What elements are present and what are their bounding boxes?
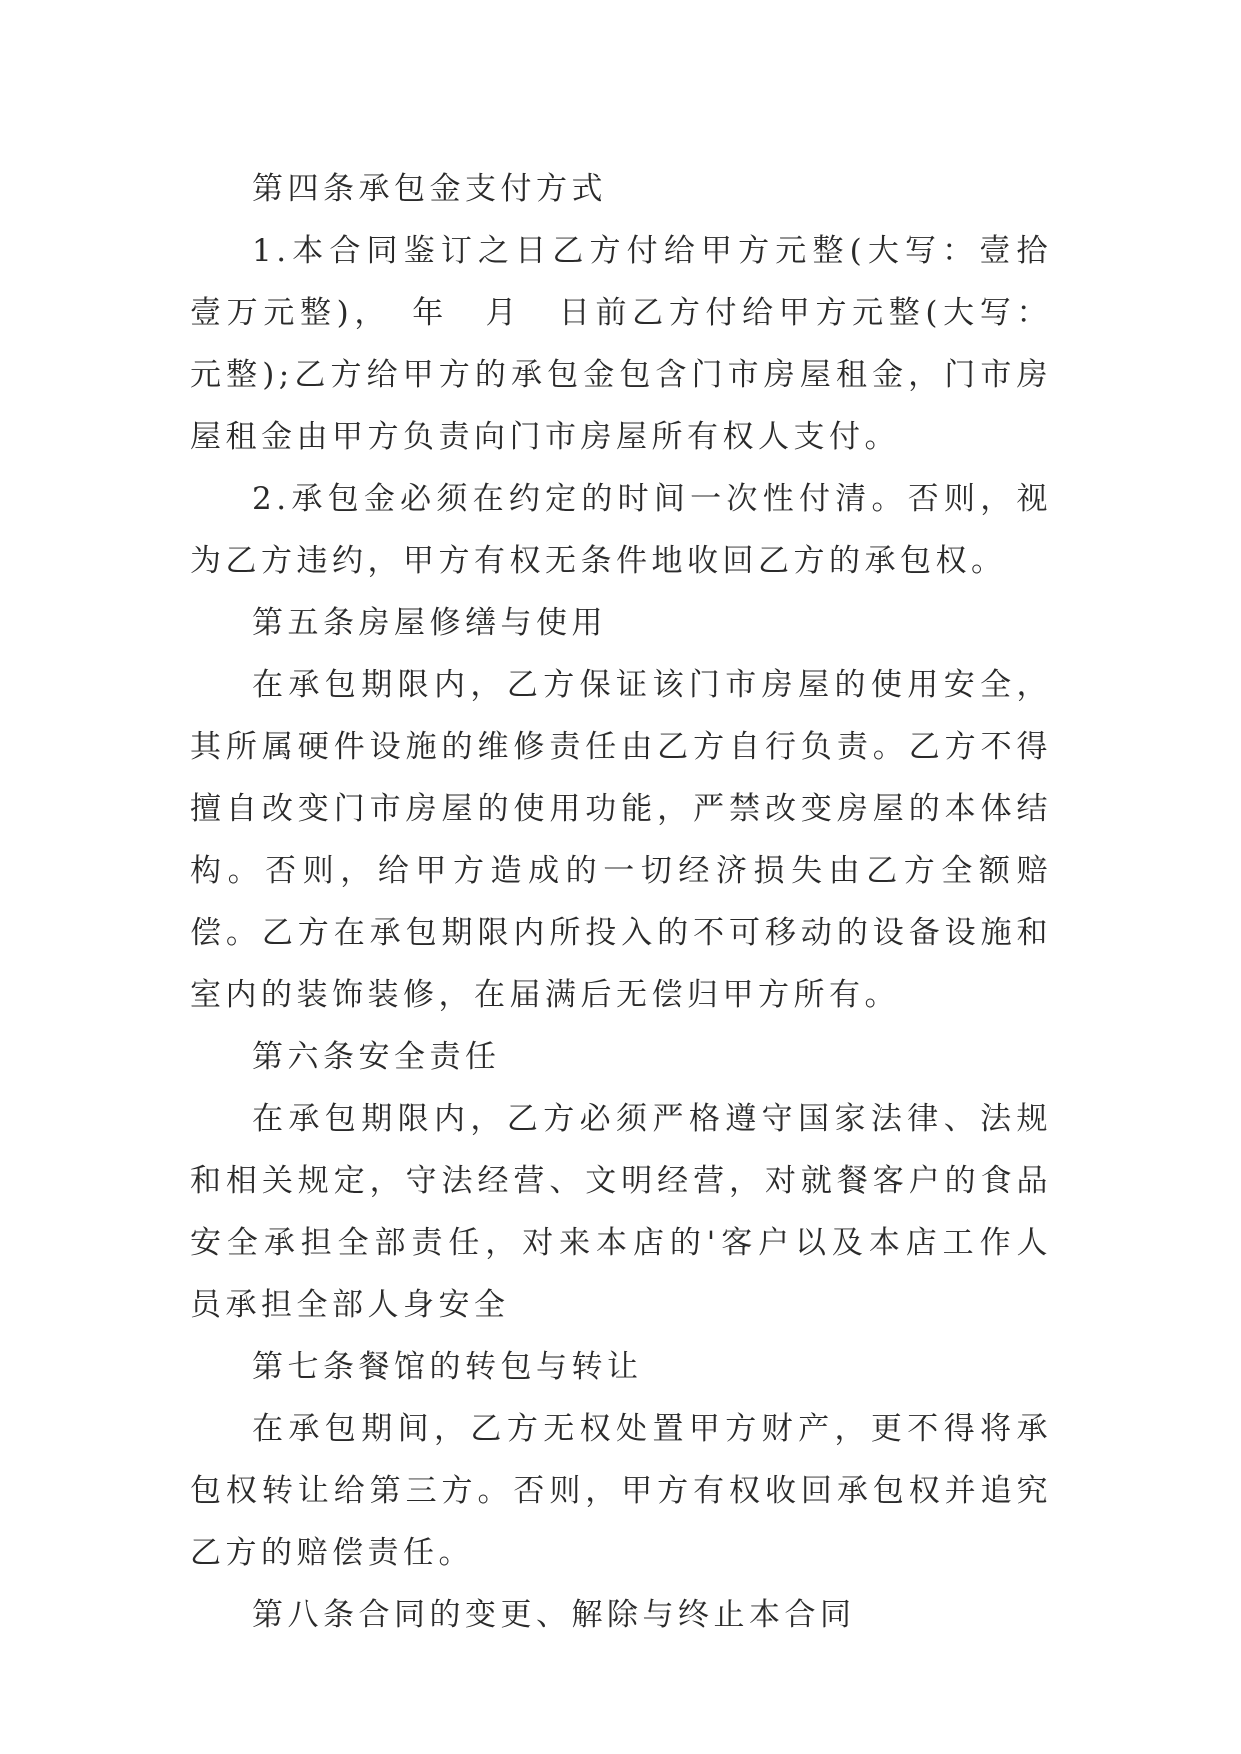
section-heading-article-8: 第八条合同的变更、解除与终止本合同 (252, 1597, 856, 1633)
paragraph-payment-clause-1: 1.本合同鉴订之日乙方付给甲方元整(大写：壹拾壹万元整)， 年 月 日前乙方付给甲方元整(大写：元整);乙方给甲方的承包金包含门市房屋租金，门市房屋租金由甲方负责向门市房屋所有权人支付。 (190, 233, 1052, 455)
section-heading-article-5: 第五条房屋修缮与使用 (252, 605, 607, 641)
paragraph-safety-responsibility: 在承包期限内，乙方必须严格遵守国家法律、法规和相关规定，守法经营、文明经营，对就餐客户的食品安全承担全部责任，对来本店的'客户以及本店工作人员承担全部人身安全 (190, 1101, 1052, 1323)
section-heading-article-6: 第六条安全责任 (252, 1039, 501, 1075)
document-body (190, 158, 1052, 1646)
paragraph-payment-clause-2: 2.承包金必须在约定的时间一次性付清。否则，视为乙方违约，甲方有权无条件地收回乙方的承包权。 (190, 481, 1052, 579)
section-heading-article-4: 第四条承包金支付方式 (252, 171, 607, 207)
paragraph-repair-and-use: 在承包期限内，乙方保证该门市房屋的使用安全，其所属硬件设施的维修责任由乙方自行负责。乙方不得擅自改变门市房屋的使用功能，严禁改变房屋的本体结构。否则，给甲方造成的一切经济损失由乙方全额赔偿。乙方在承包期限内所投入的不可移动的设备设施和室内的装饰装修，在届满后无偿归甲方所有。 (190, 667, 1052, 1013)
paragraph-subcontract-transfer: 在承包期间，乙方无权处置甲方财产，更不得将承包权转让给第三方。否则，甲方有权收回承包权并追究乙方的赔偿责任。 (190, 1411, 1052, 1571)
section-heading-article-7: 第七条餐馆的转包与转让 (252, 1349, 643, 1385)
